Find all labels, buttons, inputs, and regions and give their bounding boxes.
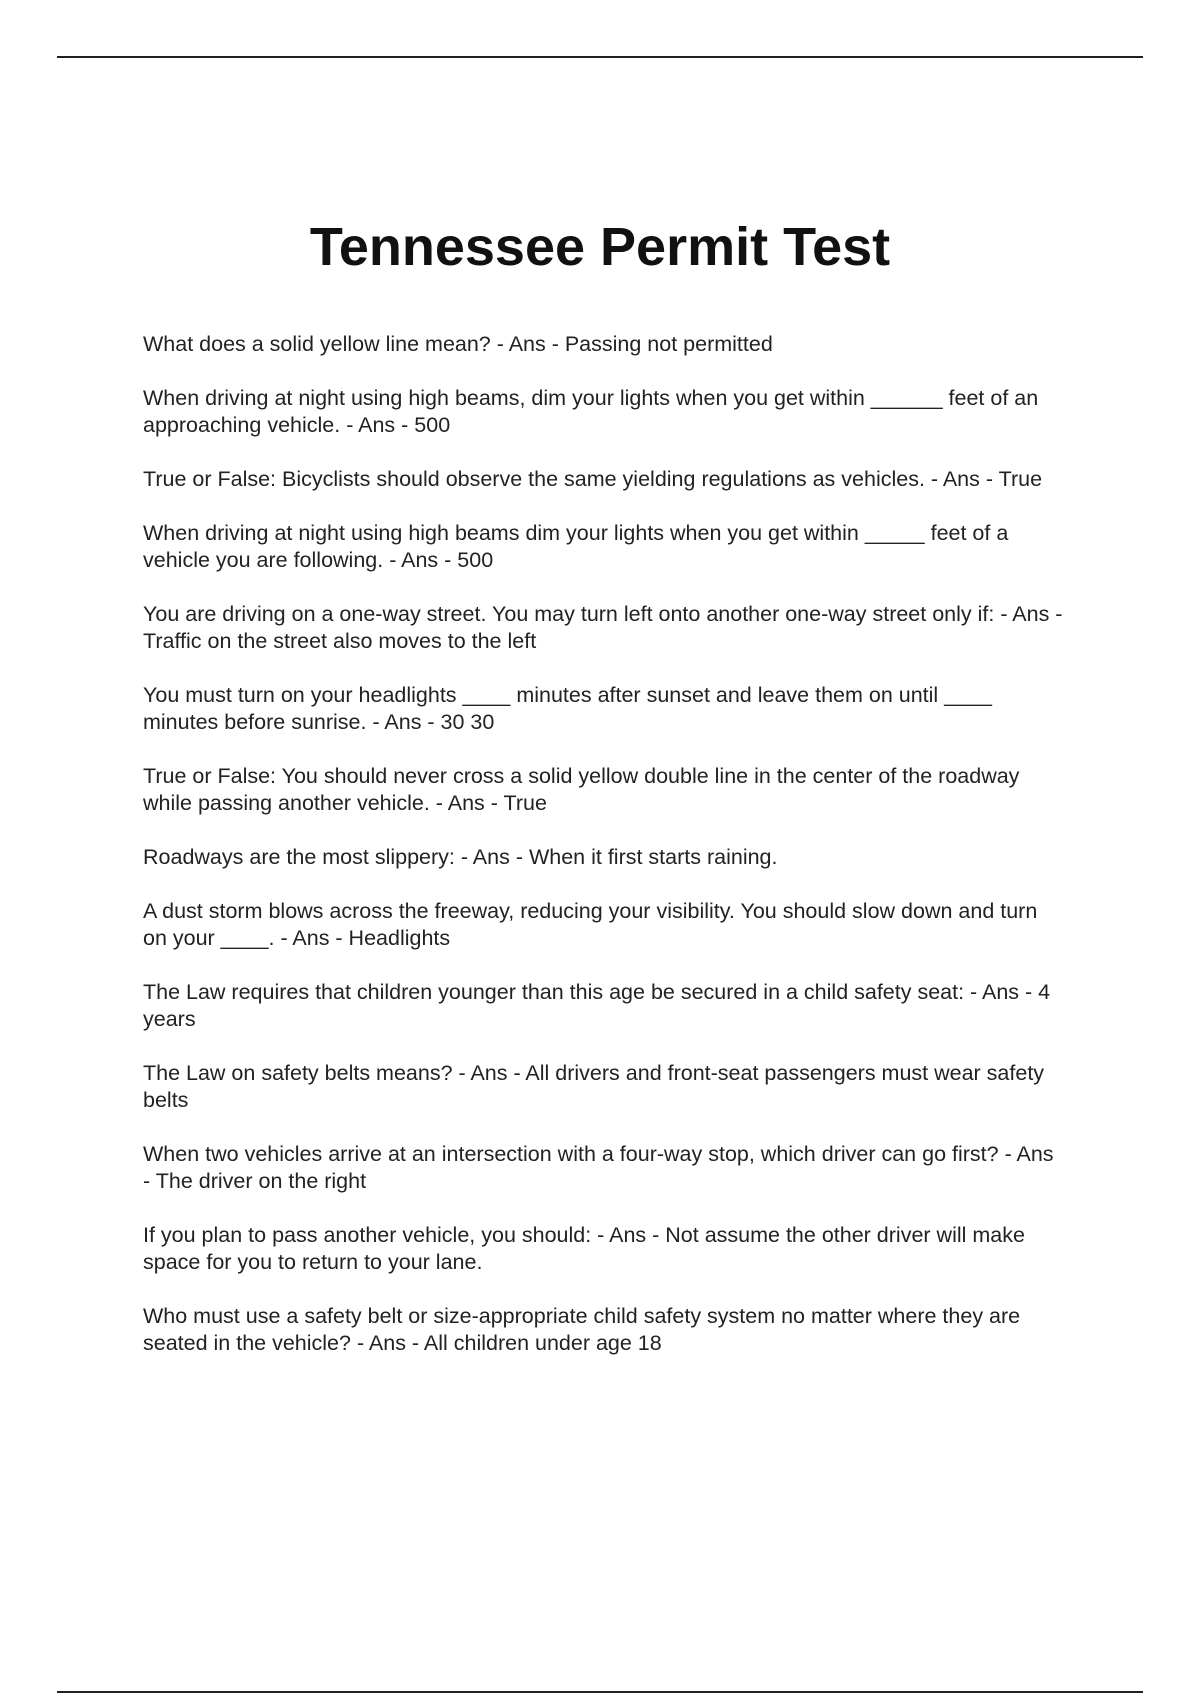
- qa-item-2: When driving at night using high beams, dim your lights when you get within ______ feet of an approaching vehicle. - Ans - 500: [143, 386, 1039, 437]
- qa-item-9: A dust storm blows across the freeway, reducing your visibility. You should slow down and turn on your ____. - Ans - Headlights: [143, 899, 1038, 950]
- qa-item-4: When driving at night using high beams dim your lights when you get within _____ feet of a vehicle you are following. - Ans - 500: [143, 521, 1009, 572]
- header-rule: [57, 56, 1143, 58]
- qa-item-1: What does a solid yellow line mean? - Ans - Passing not permitted: [143, 332, 773, 356]
- qa-item-14: Who must use a safety belt or size-appropriate child safety system no matter where they are seated in the vehicle? - Ans - All children under age 18: [143, 1304, 1021, 1355]
- qa-item-13: If you plan to pass another vehicle, you should: - Ans - Not assume the other driver will make space for you to return to your lane.: [143, 1223, 1025, 1274]
- qa-item-5: You are driving on a one-way street. You may turn left onto another one-way street only if: - Ans - Traffic on the street also moves to the left: [143, 602, 1063, 653]
- qa-item-8: Roadways are the most slippery: - Ans - When it first starts raining.: [143, 845, 778, 869]
- qa-item-10: The Law requires that children younger than this age be secured in a child safety seat: - Ans - 4 years: [143, 980, 1051, 1031]
- question-answer-list: [143, 331, 1063, 1384]
- qa-item-12: When two vehicles arrive at an intersection with a four-way stop, which driver can go first? - Ans - The driver on the right: [143, 1142, 1054, 1193]
- qa-item-7: True or False: You should never cross a solid yellow double line in the center of the roadway while passing another vehicle. - Ans - True: [143, 764, 1020, 815]
- page-title: Tennessee Permit Test: [309, 217, 891, 277]
- qa-item-11: The Law on safety belts means? - Ans - All drivers and front-seat passengers must wear safety belts: [143, 1061, 1045, 1112]
- qa-item-6: You must turn on your headlights ____ minutes after sunset and leave them on until ____ minutes before sunrise. - Ans - 30 30: [143, 683, 993, 734]
- footer-rule: [57, 1691, 1143, 1693]
- qa-item-3: True or False: Bicyclists should observe the same yielding regulations as vehicles. - Ans - True: [143, 467, 1043, 491]
